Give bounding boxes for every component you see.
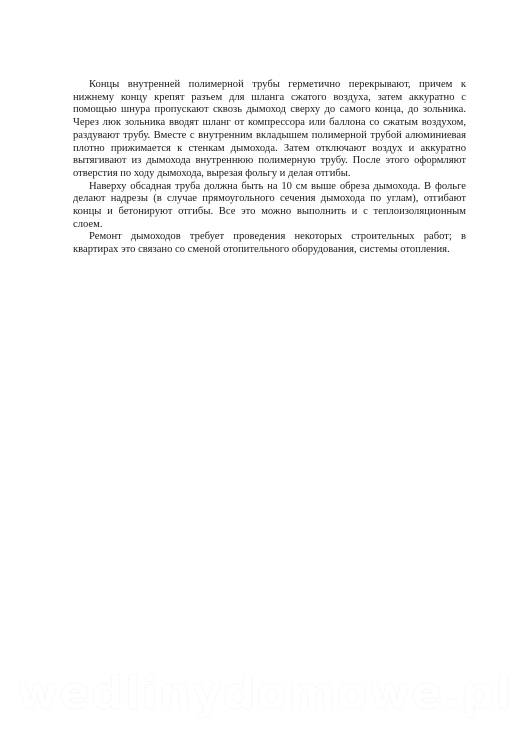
paragraph: Ремонт дымоходов требует проведения некоторых строительных работ; в квартирах это связано со сменой отопительного оборудования, системы отопления.	[73, 231, 466, 256]
body-text	[73, 79, 466, 257]
watermark: wedlinydomowe.pl	[17, 668, 513, 719]
paragraph: Наверху обсадная труба должна быть на 10 см выше обреза дымохода. В фольге делают надрезы (в случае прямоугольного сечения дымохода по углам), отгибают концы и бетонируют отгибы. Все это можно выполнить и с теплоизоляционным слоем.	[73, 180, 466, 230]
paragraph: Концы внутренней полимерной трубы герметично перекрывают, причем к нижнему концу крепят разъем для шланга сжатого воздуха, затем аккуратно с помощью шнура пропускают сквозь дымоход сверху до самого конца, до зольника. Через люк зольника вводят шланг от компрессора или баллона со сжатым воздухом, раздувают трубу. Вместе с внутренним вкладышем полимерной трубой алюминиевая плотно прижимается к стенкам дымохода. Затем отключают воздух и аккуратно вытягивают из дымохода внутреннюю полимерную трубу. После этого оформляют отверстия по ходу дымохода, вырезая фольгу и делая отгибы.	[73, 79, 466, 179]
